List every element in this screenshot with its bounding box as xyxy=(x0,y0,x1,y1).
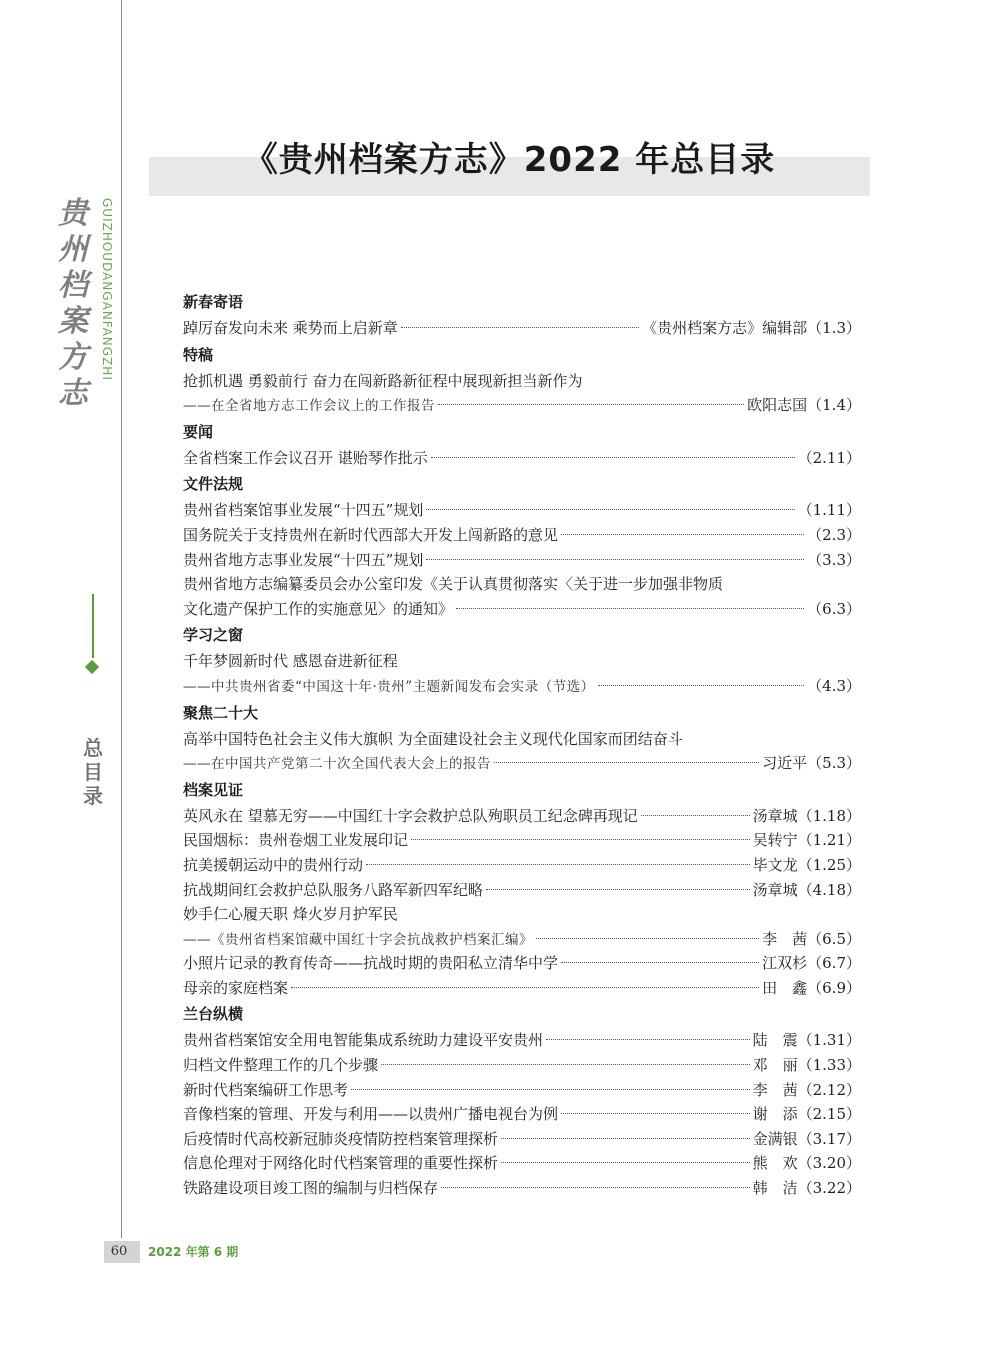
entry-author: 田 鑫 xyxy=(762,978,808,997)
toc-entry xyxy=(183,1176,861,1201)
masthead-char: 档 xyxy=(58,268,88,303)
dot-leader xyxy=(411,839,750,840)
dot-leader xyxy=(456,608,804,609)
section-marker-diamond-icon xyxy=(85,660,99,674)
entry-author: 熊 欢 xyxy=(752,1154,798,1173)
toc-entry xyxy=(183,1028,861,1053)
toc-entry xyxy=(183,393,861,418)
toc-entry xyxy=(183,523,861,548)
issue-label: 2022 年第 6 期 xyxy=(148,1245,239,1259)
entry-issue: （6.3） xyxy=(807,599,861,618)
entry-issue: （1.3） xyxy=(807,319,861,337)
entry-title: 全省档案工作会议召开 谌贻琴作批示 xyxy=(183,448,428,467)
section-heading: 新春寄语 xyxy=(183,293,244,311)
entry-issue: （6.7） xyxy=(807,954,861,973)
entry-title: 信息伦理对于网络化时代档案管理的重要性探析 xyxy=(183,1154,499,1173)
entry-issue: （3.17） xyxy=(797,1129,861,1148)
entry-title: 母亲的家庭档案 xyxy=(183,978,289,997)
entry-title-line: 千年梦圆新时代 感恩奋进新征程 xyxy=(183,652,398,671)
toc-entry xyxy=(183,1127,861,1152)
entry-title: 踔厉奋发向未来 乘势而上启新章 xyxy=(183,319,398,337)
entry-author: 谢 添 xyxy=(752,1105,798,1124)
toc-entry xyxy=(183,498,861,523)
section-label-char: 目 xyxy=(83,760,103,784)
toc-entry xyxy=(183,751,861,776)
toc-entry xyxy=(183,828,861,853)
entry-issue: （2.11） xyxy=(797,448,861,467)
entry-issue: （1.31） xyxy=(797,1031,861,1050)
toc-entry xyxy=(183,976,861,1001)
entry-title: 小照片记录的教育传奇——抗战时期的贵阳私立清华中学 xyxy=(183,954,559,973)
dot-leader xyxy=(598,685,805,686)
entry-title: 民国烟标：贵州卷烟工业发展印记 xyxy=(183,831,409,850)
margin-rule xyxy=(121,0,122,1238)
dot-leader xyxy=(536,938,759,939)
section-label-char: 总 xyxy=(83,736,103,760)
entry-author: 毕文龙 xyxy=(752,855,798,874)
entry-author: 韩 洁 xyxy=(752,1179,798,1198)
entry-issue: （2.3） xyxy=(807,525,861,544)
toc-entry xyxy=(183,597,861,622)
dot-leader xyxy=(561,962,759,963)
dot-leader xyxy=(546,1039,750,1040)
entry-issue: （6.5） xyxy=(807,929,861,948)
entry-title-line: 抢抓机遇 勇毅前行 奋力在闯新路新征程中展现新担当新作为 xyxy=(183,371,583,390)
section-heading: 学习之窗 xyxy=(183,626,244,645)
entry-author: 吴转宁 xyxy=(752,831,798,850)
journal-masthead-cn xyxy=(58,196,88,412)
entry-title: 英风永在 望慕无穷——中国红十字会救护总队殉职员工纪念碑再现记 xyxy=(183,806,638,825)
entry-author: 陆 震 xyxy=(752,1031,798,1050)
entry-author: 江双杉 xyxy=(762,954,808,973)
section-label-char: 录 xyxy=(83,784,103,808)
masthead-char: 案 xyxy=(58,304,88,339)
toc-entry xyxy=(183,674,861,699)
dot-leader xyxy=(501,1138,750,1139)
dot-leader xyxy=(561,534,804,535)
section-label-vertical xyxy=(80,736,106,808)
entry-title: 音像档案的管理、开发与利用——以贵州广播电视台为例 xyxy=(183,1105,559,1124)
dot-leader xyxy=(366,864,750,865)
entry-issue: （1.25） xyxy=(797,855,861,874)
entry-issue: （6.9） xyxy=(807,978,861,997)
section-heading: 聚焦二十大 xyxy=(183,703,259,722)
entry-issue: （5.3） xyxy=(807,754,861,773)
entry-author: 汤章城 xyxy=(752,880,798,899)
entry-author: 金满银 xyxy=(752,1129,798,1148)
dot-leader xyxy=(351,1089,750,1090)
masthead-char: 方 xyxy=(58,340,88,375)
section-heading: 档案见证 xyxy=(183,780,244,799)
section-marker-line xyxy=(92,594,94,658)
toc-entry xyxy=(183,1151,861,1176)
dot-leader xyxy=(486,889,750,890)
toc-entry xyxy=(183,1078,861,1103)
entry-title: 贵州省地方志事业发展“十四五”规划 xyxy=(183,550,424,569)
entry-title: 新时代档案编研工作思考 xyxy=(183,1080,349,1099)
entry-author: 习近平 xyxy=(762,754,808,773)
dot-leader xyxy=(641,815,750,816)
dot-leader xyxy=(441,1187,750,1188)
journal-masthead-en: GUIZHOUDANGANFANGZHI xyxy=(100,198,114,381)
entry-issue: （2.12） xyxy=(797,1080,861,1099)
entry-title: 抗战期间红会救护总队服务八路军新四军纪略 xyxy=(183,880,484,899)
dot-leader xyxy=(291,987,759,988)
entry-issue: （1.18） xyxy=(797,806,861,825)
entry-author: 《贵州档案方志》编辑部 xyxy=(642,319,808,337)
entry-issue: （3.22） xyxy=(797,1179,861,1198)
toc-entry xyxy=(183,878,861,903)
entry-issue: （3.20） xyxy=(797,1154,861,1173)
dot-leader xyxy=(426,559,804,560)
dot-leader xyxy=(561,1113,750,1114)
entry-author: 李 茜 xyxy=(752,1080,798,1099)
section-heading: 文件法规 xyxy=(183,475,244,494)
entry-author: 汤章城 xyxy=(752,806,798,825)
dot-leader xyxy=(494,762,759,763)
toc-entry xyxy=(183,951,861,976)
toc-entry xyxy=(183,804,861,829)
entry-issue: （1.4） xyxy=(807,396,861,415)
page-title: 《贵州档案方志》2022 年总目录 xyxy=(243,140,776,180)
dot-leader xyxy=(438,404,744,405)
dot-leader xyxy=(501,1162,750,1163)
table-of-contents xyxy=(183,288,861,1201)
entry-title: ——在中国共产党第二十次全国代表大会上的报告 xyxy=(183,756,491,773)
entry-title-line: 妙手仁心履天职 烽火岁月护军民 xyxy=(183,905,398,924)
entry-title: 文化遗产保护工作的实施意见〉的通知》 xyxy=(183,599,454,618)
entry-title-line: 贵州省地方志编纂委员会办公室印发《关于认真贯彻落实〈关于进一步加强非物质 xyxy=(183,575,724,594)
toc-entry xyxy=(183,316,861,341)
entry-author: 欧阳志国 xyxy=(747,396,808,415)
masthead-char: 志 xyxy=(58,376,88,411)
entry-title: 抗美援朝运动中的贵州行动 xyxy=(183,855,364,874)
section-heading: 兰台纵横 xyxy=(183,1005,244,1024)
entry-title: 归档文件整理工作的几个步骤 xyxy=(183,1056,379,1075)
entry-author: 李 茜 xyxy=(762,929,808,948)
entry-title: 国务院关于支持贵州在新时代西部大开发上闯新路的意见 xyxy=(183,525,559,544)
toc-entry xyxy=(183,853,861,878)
toc-entry xyxy=(183,927,861,952)
dot-leader xyxy=(426,509,794,510)
entry-title: ——在全省地方志工作会议上的工作报告 xyxy=(183,398,435,415)
entry-title: ——《贵州省档案馆藏中国红十字会抗战救护档案汇编》 xyxy=(183,931,533,948)
entry-issue: （1.11） xyxy=(797,501,861,520)
entry-title-line: 高举中国特色社会主义伟大旗帜 为全面建设社会主义现代化国家而团结奋斗 xyxy=(183,729,683,748)
entry-issue: （1.21） xyxy=(797,831,861,850)
toc-entry xyxy=(183,1053,861,1078)
entry-issue: （4.3） xyxy=(807,676,861,695)
dot-leader xyxy=(401,327,639,328)
section-heading: 特稿 xyxy=(183,345,214,364)
dot-leader xyxy=(431,457,795,458)
section-heading: 要闻 xyxy=(183,422,214,441)
entry-issue: （1.33） xyxy=(797,1056,861,1075)
entry-issue: （3.3） xyxy=(807,550,861,569)
entry-title: 后疫情时代高校新冠肺炎疫情防控档案管理探析 xyxy=(183,1129,499,1148)
entry-title: 铁路建设项目竣工图的编制与归档保存 xyxy=(183,1179,439,1198)
toc-entry xyxy=(183,1102,861,1127)
masthead-char: 贵 xyxy=(58,196,88,231)
page-number: 60 xyxy=(110,1244,128,1259)
masthead-char: 州 xyxy=(58,232,88,267)
entry-issue: （4.18） xyxy=(797,880,861,899)
toc-entry xyxy=(183,446,861,471)
entry-title: 贵州省档案馆事业发展“十四五”规划 xyxy=(183,501,424,520)
entry-issue: （2.15） xyxy=(797,1105,861,1124)
entry-title: ——中共贵州省委“中国这十年·贵州”主题新闻发布会实录（节选） xyxy=(183,678,595,695)
entry-title: 贵州省档案馆安全用电智能集成系统助力建设平安贵州 xyxy=(183,1031,544,1050)
entry-author: 邓 丽 xyxy=(752,1056,798,1075)
dot-leader xyxy=(381,1064,750,1065)
toc-entry xyxy=(183,548,861,573)
